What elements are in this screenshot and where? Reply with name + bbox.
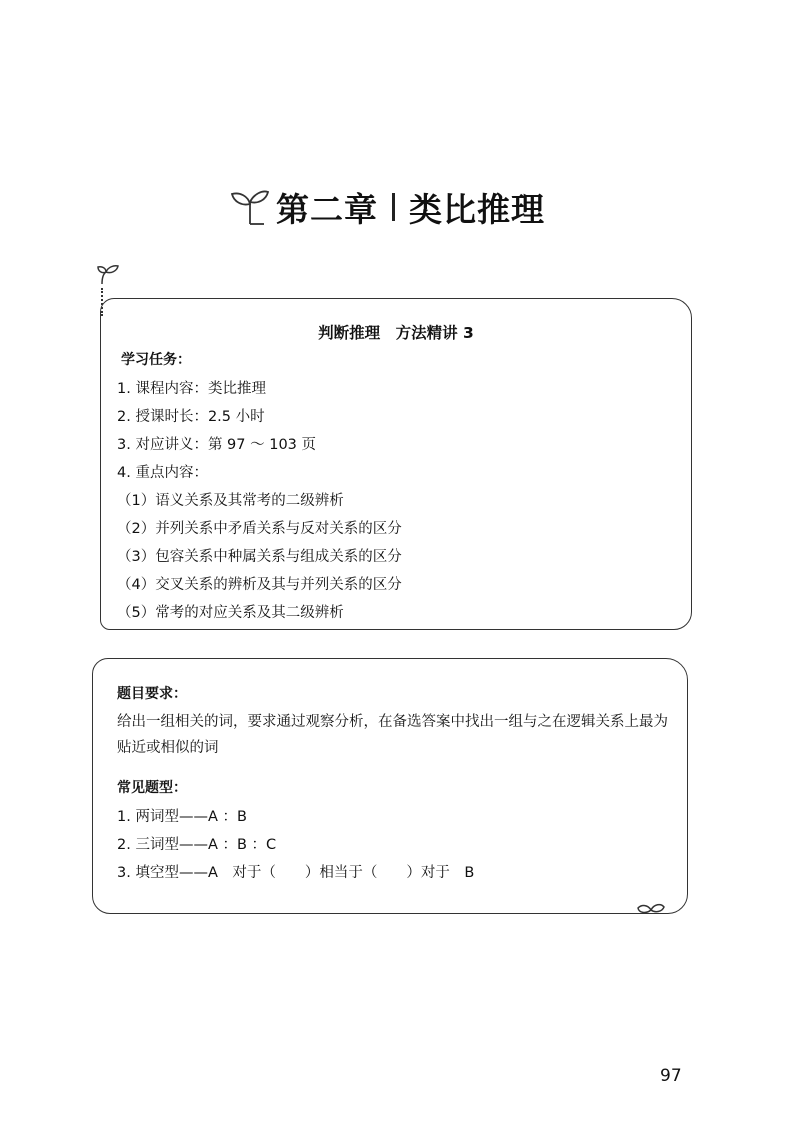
requirements-heading: 题目要求：: [117, 686, 187, 702]
list-item: （3）包容关系中种属关系与组成关系的区分: [117, 549, 402, 565]
question-requirements-box: [92, 658, 688, 914]
list-item: （1）语义关系及其常考的二级辨析: [117, 493, 344, 509]
page-number: 97: [660, 1066, 682, 1086]
list-item: 3. 对应讲义：第 97 ～ 103 页: [117, 437, 317, 453]
sprout-icon: [228, 184, 274, 230]
requirements-description: 给出一组相关的词，要求通过观察分析，在备选答案中找出一组与之在逻辑关系上最为贴近或相似的词: [117, 714, 668, 756]
question-types-list: [117, 803, 474, 887]
sprout-decoration-icon: [636, 898, 666, 918]
list-item: 4. 重点内容：: [117, 465, 208, 481]
list-item: 2. 授课时长：2.5 小时: [117, 409, 265, 425]
list-item: （5）常考的对应关系及其二级辨析: [117, 605, 344, 621]
learning-tasks-box: [100, 298, 692, 630]
list-item: 2. 三词型——A ：B ：C: [117, 837, 277, 853]
list-item: （2）并列关系中矛盾关系与反对关系的区分: [117, 521, 402, 537]
list-item: 1. 两词型——A ：B: [117, 809, 247, 825]
title-separator: [392, 193, 395, 221]
list-item: 1. 课程内容：类比推理: [117, 381, 266, 397]
learning-tasks-heading: 学习任务：: [121, 352, 191, 368]
question-types-heading: 常见题型：: [117, 780, 187, 796]
list-item: （4）交叉关系的辨析及其与并列关系的区分: [117, 577, 402, 593]
chapter-name: 类比推理: [409, 189, 545, 229]
box-title: 判断推理 方法精讲 3: [318, 324, 474, 342]
list-item: 3. 填空型——A 对于（ ）相当于（ ）对于 B: [117, 865, 475, 881]
chapter-number: 第二章: [276, 189, 378, 229]
learning-tasks-list: [117, 375, 402, 627]
chapter-title: [228, 172, 568, 242]
sprout-decoration-icon: [96, 262, 126, 286]
